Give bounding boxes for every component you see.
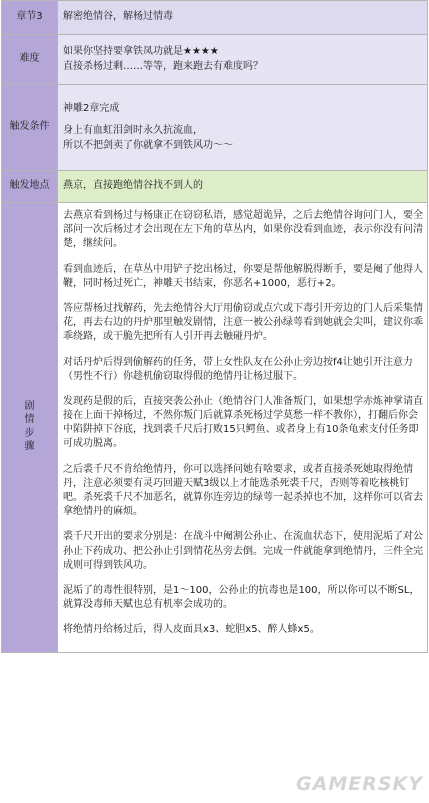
chapter-content: 解密绝情谷，解杨过情毒 [58, 1, 428, 35]
step-paragraph: 对话丹炉后得到偷解药的任务，带上女性队友在公孙止旁边按f4让她引开注意力（男性不行）你趁机偷窃取得假的绝情丹让杨过服下。 [63, 356, 413, 382]
step-paragraph: 裘千尺开出的要求分别是：在战斗中阉割公孙止、在流血状态下，使用泥垢了对公孙止下药成功、把公孙止引到情花丛旁去倒。完成一件就能拿到绝情丹，三件全完成则可得到铁风功。 [63, 531, 423, 571]
step-paragraph: 泥垢了的毒性很特别，是1～100，公孙止的抗毒也是100，所以你可以不断SL，就算没毒师天赋也总有机率会成功的。 [63, 584, 420, 611]
watermark-logo: GAMERSKY [296, 773, 423, 795]
place-content: 燕京，直接跑绝情谷找不到人的 [58, 171, 428, 203]
step-paragraph: 之后裘千尺不肯给绝情丹，你可以选择问她有啥要求，或者直接杀死她取得绝情丹，注意必须要有灵巧回避天赋3级以上才能选杀死裘千尺，否则等着吃核桃钉吧。杀死裘千尺不加恶名，就算你连旁边的绿萼一起杀掉也不加，这样你可以省去拿绝情丹的麻烦。 [63, 463, 423, 518]
difficulty-rating-text: 如果你坚持要拿铁凤功就是★★★★ [63, 46, 219, 58]
steps-label [2, 203, 58, 653]
trigger-note-line1: 身上有血虹泪剑时永久抗流血， [63, 125, 203, 137]
chapter-label: 章节3 [2, 1, 58, 35]
trigger-note-line2: 所以不把剑卖了你就拿不到铁风功～～ [63, 139, 233, 151]
step-paragraph: 将绝情丹给杨过后，得人皮面具x3、蛇胆x5、醉人蜂x5。 [63, 624, 320, 636]
steps-row [2, 203, 428, 653]
trigger-row [2, 85, 428, 171]
steps-content [58, 203, 428, 653]
difficulty-content [58, 35, 428, 85]
difficulty-label: 难度 [2, 35, 58, 85]
step-paragraph: 答应帮杨过找解药，先去绝情谷大厅用偷窃或点穴或下毒引开旁边的门人后采集情花，再去右边的丹炉那里触发剧情，注意一被公孙绿萼看到她就会尖叫，建议你乖乖绕路，或干脆先把所有人引开再去触碰丹炉。 [63, 302, 423, 343]
step-paragraph: 发现药是假的后，直接突袭公孙止（绝情谷门人准备叛门，如果想学赤炼神掌请直接在上面干掉杨过，不然你叛门后就算杀死杨过学莫愁一样不教你），打翻后你会中陷阱掉下谷底，找到裘千尺后打败15只鳄鱼、或者身上有10条龟索支付任务即可成功脱离。 [63, 395, 423, 450]
step-paragraph: 去燕京看到杨过与杨康正在窃窃私语，感觉超诡异，之后去绝情谷询问门人，要全部问一次后杨过才会出现在左下角的草丛内，如果你没看到血迹，表示你没有问清楚，继续问。 [63, 210, 423, 250]
step-paragraph: 看到血迹后，在草丛中用铲子挖出杨过，你要是帮他解脱得断手，要是阉了他得人鞭，同时杨过死亡，神雕天书结束，你恶名+1000，恶行+2。 [63, 263, 423, 289]
trigger-label: 触发条件 [2, 85, 58, 171]
trigger-requirement: 神雕2章完成 [63, 103, 120, 115]
difficulty-row [2, 35, 428, 85]
place-label: 触发地点 [2, 171, 58, 203]
place-row [2, 171, 428, 203]
walkthrough-table [1, 0, 428, 653]
steps-label-text: 剧情步骤 [24, 400, 35, 453]
difficulty-note: 直接杀杨过剩……等等，跑来跑去有难度吗？ [63, 60, 263, 72]
trigger-content [58, 85, 428, 171]
chapter-row [2, 1, 428, 35]
